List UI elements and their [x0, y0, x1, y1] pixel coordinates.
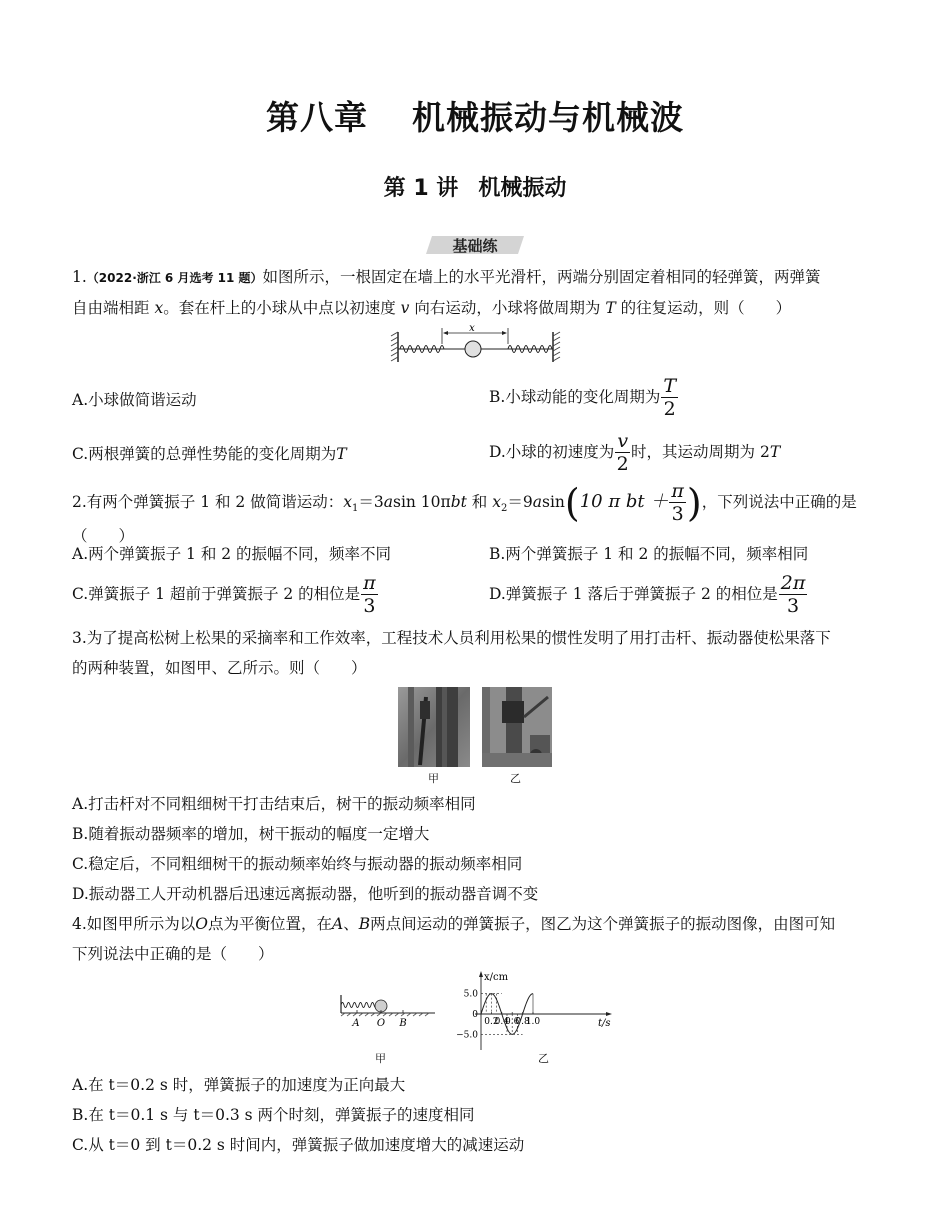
- frac-num: 2π: [780, 572, 806, 594]
- q4-opt-c-text: C.从 t＝0 到 t＝0.2 s 时间内，弹簧振子做加速度增大的减速运动: [72, 1136, 525, 1154]
- q4-text-line2: 下列说法中正确的是（ ）: [72, 945, 274, 963]
- q2-sub2: 2: [500, 503, 508, 515]
- x-tick-label: 0.8: [515, 1017, 530, 1027]
- frac-den: 2: [616, 453, 629, 475]
- q2-stem: [72, 482, 892, 548]
- q4-option-a[interactable]: [72, 1073, 405, 1097]
- frac-den: 3: [786, 595, 800, 617]
- q1-opt-c-text: C.两根弹簧的总弹性势能的变化周期为: [72, 445, 337, 463]
- q2-x1: x: [343, 493, 352, 511]
- y-axis-arrow: [479, 971, 483, 977]
- badge-label: 基础练: [452, 237, 498, 255]
- q1-var-v: v: [400, 299, 410, 317]
- q3-opt-a-text: A.打击杆对不同粗细树干打击结束后，树干的振动频率相同: [72, 795, 476, 813]
- q3-stem: [72, 623, 882, 683]
- chapter-name: 机械振动与机械波: [412, 98, 684, 137]
- q1-var-T: T: [605, 299, 616, 317]
- q4-stem: [72, 909, 882, 969]
- q1-opt-d-text: D.小球的初速度为: [489, 443, 615, 461]
- q4-oscillator-figure: [335, 993, 440, 1031]
- q2-a1: a: [383, 493, 393, 511]
- q4-text-3: 、: [343, 915, 359, 933]
- q4-opt-a-text: A.在 t＝0.2 s 时，弹簧振子的加速度为正向最大: [72, 1076, 406, 1094]
- q2-opt-c-text: C.弹簧振子 1 超前于弹簧振子 2 的相位是: [72, 585, 361, 603]
- q3-photo-right: [482, 687, 552, 767]
- x-label: x: [469, 323, 475, 334]
- q3-opt-d-text: D.振动器工人开动机器后迅速远离振动器，他听到的振动器音调不变: [72, 885, 539, 903]
- frac-den: 3: [671, 503, 684, 525]
- q2-sin1: sin 10π: [392, 493, 451, 511]
- q1-opt-c-T: T: [336, 445, 347, 463]
- q2-sub1: 1: [351, 503, 359, 515]
- q3-option-d[interactable]: [72, 882, 538, 906]
- frac-den: 3: [363, 595, 376, 617]
- q1-option-c[interactable]: [72, 442, 347, 466]
- q3-caption-right: 乙: [510, 772, 521, 785]
- q1-var-x: x: [154, 299, 164, 317]
- chapter-number: 第八章: [266, 98, 368, 137]
- frac-num: π: [671, 480, 684, 502]
- q1-spring-figure: [390, 322, 562, 366]
- q2-tail: ，下列说法中正确的是（ ）: [72, 493, 857, 545]
- frac-num: v: [617, 430, 629, 452]
- q3-text-line1: 3.为了提高松树上松果的采摘率和工作效率，工程技术人员利用松果的惯性发明了用打击杆、振动器使松果落下: [72, 629, 831, 647]
- chapter-title: [0, 92, 950, 139]
- y-tick-label: −5.0: [456, 1030, 478, 1041]
- q4-var-O: O: [195, 915, 209, 933]
- q4-caption-right: 乙: [538, 1052, 549, 1065]
- lesson-title: [0, 171, 950, 202]
- lesson-number: 第 1 讲: [383, 176, 459, 201]
- q3-photo-left: [398, 687, 470, 767]
- q2-sin2: sin: [541, 493, 565, 511]
- q2-option-c[interactable]: [72, 574, 379, 616]
- y-tick-label: 5.0: [463, 989, 478, 1000]
- q3-option-c[interactable]: [72, 852, 522, 876]
- x-tick-label: 0.4: [494, 1017, 509, 1027]
- x-axis-label: t/s: [598, 1018, 611, 1029]
- q2-eq1: ＝3: [358, 493, 384, 511]
- q2-text: 2.有两个弹簧振子 1 和 2 做简谐运动：: [72, 493, 344, 511]
- x-tick-label: 0.2: [484, 1017, 499, 1027]
- q2-x2: x: [492, 493, 501, 511]
- q2-inner-fraction: [669, 482, 686, 524]
- q4-option-c[interactable]: [72, 1133, 524, 1157]
- section-badge: [420, 234, 530, 256]
- q2-opt-b-text: B.两个弹簧振子 1 和 2 的振幅不同，频率相同: [489, 545, 809, 563]
- q4-caption-left: 甲: [375, 1052, 386, 1065]
- q4-text-4: 两点间运动的弹簧振子，图乙为这个弹簧振子的振动图像，由图可知: [370, 915, 836, 933]
- q1-opt-a-text: A.小球做简谐运动: [72, 391, 197, 409]
- q1-text-2d: 的往复运动，则（ ）: [620, 299, 792, 317]
- q1-opt-b-text: B.小球动能的变化周期为: [489, 388, 661, 406]
- q2-a2: a: [532, 493, 542, 511]
- q2-option-a[interactable]: [72, 542, 391, 566]
- q1-text-2a: 自由端相距: [72, 299, 150, 317]
- q4-opt-b-text: B.在 t＝0.1 s 与 t＝0.3 s 两个时刻，弹簧振子的速度相同: [72, 1106, 475, 1124]
- q1-opt-d-fraction: [615, 432, 630, 474]
- q4-var-A: A: [332, 915, 344, 933]
- q3-option-b[interactable]: [72, 822, 429, 846]
- q2-opt-d-fraction: [779, 574, 808, 616]
- q2-rparen: ): [686, 481, 702, 525]
- q4-var-B: B: [358, 915, 371, 933]
- q1-text-line1: 如图所示，一根固定在墙上的水平光滑杆，两端分别固定着相同的轻弹簧，两弹簧: [262, 268, 821, 286]
- q4-text-2: 点为平衡位置，在: [208, 915, 333, 933]
- q2-bt1: bt: [450, 493, 467, 511]
- frac-den: 2: [663, 398, 676, 420]
- q2-option-b[interactable]: [489, 542, 808, 566]
- q2-option-d[interactable]: [489, 574, 808, 616]
- q1-option-d[interactable]: [489, 432, 780, 474]
- q1-opt-d-T: T: [769, 443, 781, 461]
- q1-opt-b-fraction: [661, 377, 678, 419]
- q2-opt-a-text: A.两个弹簧振子 1 和 2 的振幅不同，频率不同: [72, 545, 392, 563]
- q1-opt-d-post: 时，其运动周期为 2: [631, 443, 770, 461]
- q4-option-b[interactable]: [72, 1103, 475, 1127]
- q1-option-a[interactable]: [72, 388, 197, 412]
- y-axis-label: x/cm: [484, 972, 509, 983]
- point-O: O: [376, 1018, 386, 1029]
- q1-text-2b: 。套在杆上的小球从中点以初速度: [163, 299, 396, 317]
- q2-opt-c-fraction: [361, 574, 378, 616]
- q4-vibration-chart: [450, 968, 620, 1054]
- q2-lparen: (: [564, 481, 580, 525]
- x-tick-label: 0.6: [505, 1017, 520, 1027]
- q4-text-1: 4.如图甲所示为以: [72, 915, 196, 933]
- q2-inner: 10 π bt ＋: [579, 491, 669, 512]
- point-B: B: [399, 1018, 407, 1029]
- frac-num: T: [663, 375, 677, 397]
- q1-text-2c: 向右运动，小球将做周期为: [414, 299, 601, 317]
- q2-eq2: ＝9: [507, 493, 533, 511]
- point-A: A: [352, 1018, 360, 1029]
- ball: [465, 341, 481, 357]
- q1-source: （2022·浙江 6 月选考 11 题）: [86, 271, 263, 285]
- q3-text-line2: 的两种装置，如图甲、乙所示。则（ ）: [72, 659, 367, 677]
- q3-option-a[interactable]: [72, 792, 476, 816]
- lesson-name: 机械振动: [478, 176, 567, 201]
- y-tick-label: 0: [472, 1010, 478, 1020]
- x-axis-arrow: [606, 1012, 612, 1016]
- frac-num: π: [363, 572, 376, 594]
- q2-and: 和: [466, 493, 493, 511]
- q1-stem: [72, 262, 882, 323]
- q1-number: 1.: [72, 268, 87, 286]
- q3-opt-b-text: B.随着振动器频率的增加，树干振动的幅度一定增大: [72, 825, 430, 843]
- x-tick-label: 1.0: [525, 1017, 541, 1027]
- q3-caption-left: 甲: [428, 772, 439, 785]
- q3-opt-c-text: C.稳定后，不同粗细树干的振动频率始终与振动器的振动频率相同: [72, 855, 523, 873]
- q1-option-b[interactable]: [489, 377, 679, 419]
- q2-opt-d-text: D.弹簧振子 1 落后于弹簧振子 2 的相位是: [489, 585, 778, 603]
